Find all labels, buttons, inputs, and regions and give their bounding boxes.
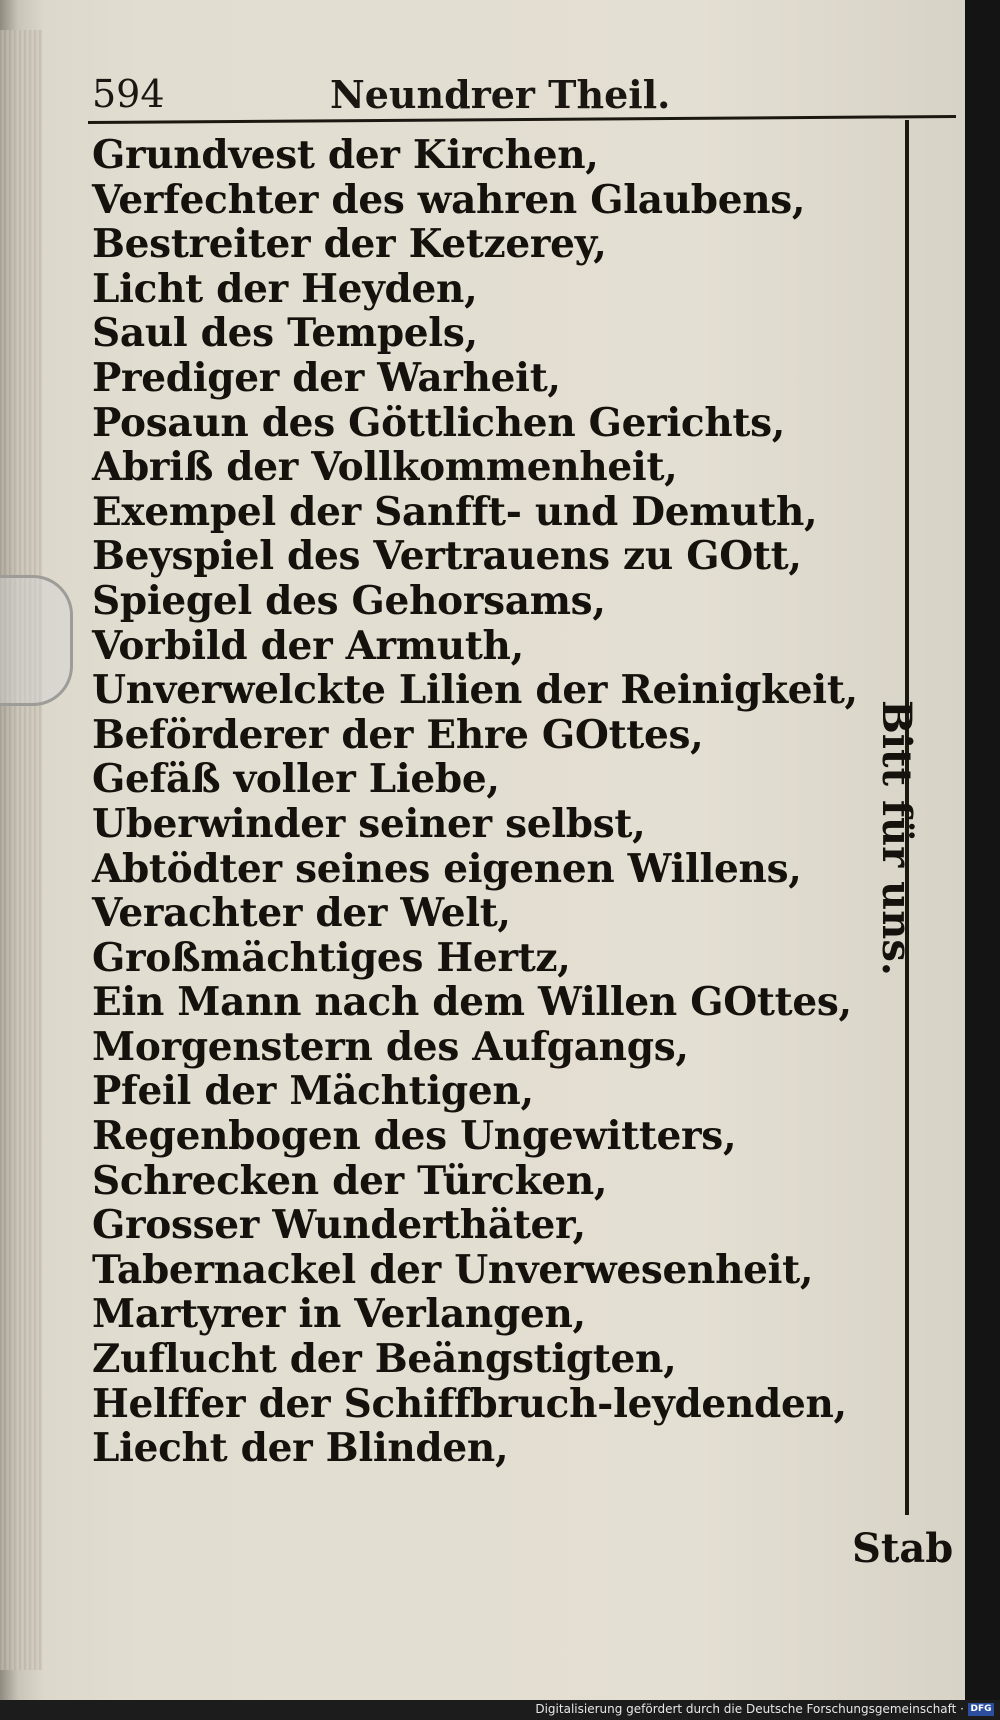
page-header	[92, 72, 892, 122]
litany-line: Regenbogen des Ungewitters,	[92, 1113, 737, 1160]
litany-line: Vorbild der Armuth,	[92, 622, 524, 669]
litany-line: Saul des Tempels,	[92, 310, 478, 357]
litany-line: Verachter der Welt,	[92, 890, 511, 937]
litany-line: Grosser Wunderthäter,	[92, 1202, 586, 1249]
litany-line: Helffer der Schiffbruch-leydenden,	[92, 1380, 847, 1427]
litany-line: Spiegel des Gehorsams,	[92, 577, 606, 624]
litany-line: Prediger der Warheit,	[92, 354, 561, 401]
litany-line: Großmächtiges Hertz,	[92, 934, 571, 981]
litany-line: Martyrer in Verlangen,	[92, 1291, 586, 1338]
litany-line: Ein Mann nach dem Willen GOttes,	[92, 979, 852, 1026]
litany-line: Zuflucht der Beängstigten,	[92, 1336, 677, 1383]
litany-line: Verfechter des wahren Glaubens,	[92, 176, 806, 223]
litany-line: Beförderer der Ehre GOttes,	[92, 711, 704, 758]
litany-line: Morgenstern des Aufgangs,	[92, 1023, 689, 1070]
litany-line: Gefäß voller Liebe,	[92, 756, 500, 803]
litany-line: Uberwinder seiner selbst,	[92, 800, 646, 847]
litany-line: Beyspiel des Vertrauens zu GOtt,	[92, 533, 802, 580]
litany-line: Pfeil der Mächtigen,	[92, 1068, 534, 1115]
dfg-logo-icon: DFG	[968, 1703, 994, 1716]
catchword: Stab	[852, 1525, 954, 1572]
litany-line: Tabernackel der Unverwesenheit,	[92, 1246, 814, 1293]
scan-border	[965, 0, 1000, 1700]
refrain-vertical: Bitt für uns.	[873, 700, 920, 976]
litany-line: Abriß der Vollkommenheit,	[92, 444, 678, 491]
page-clip-icon	[0, 575, 73, 706]
page-edge-stack	[0, 30, 42, 1670]
litany-line: Unverwelckte Lilien der Reinigkeit,	[92, 667, 858, 714]
litany-list	[92, 133, 858, 1471]
funding-credit: Digitalisierung gefördert durch die Deutsche Forschungsgemeinschaft ·	[535, 1702, 964, 1716]
footer-bar	[0, 1700, 1000, 1720]
page-number: 594	[92, 72, 165, 116]
litany-line: Liecht der Blinden,	[92, 1425, 509, 1472]
litany-line: Licht der Heyden,	[92, 265, 478, 312]
litany-line: Abtödter seines eigenen Willens,	[92, 845, 802, 892]
litany-line: Schrecken der Türcken,	[92, 1157, 608, 1204]
litany-line: Exempel der Sanfft- und Demuth,	[92, 488, 818, 535]
running-head: Neundrer Theil.	[330, 72, 671, 117]
litany-line: Grundvest der Kirchen,	[92, 132, 599, 178]
litany-line: Posaun des Göttlichen Gerichts,	[92, 399, 786, 446]
litany-line: Bestreiter der Ketzerey,	[92, 221, 607, 268]
